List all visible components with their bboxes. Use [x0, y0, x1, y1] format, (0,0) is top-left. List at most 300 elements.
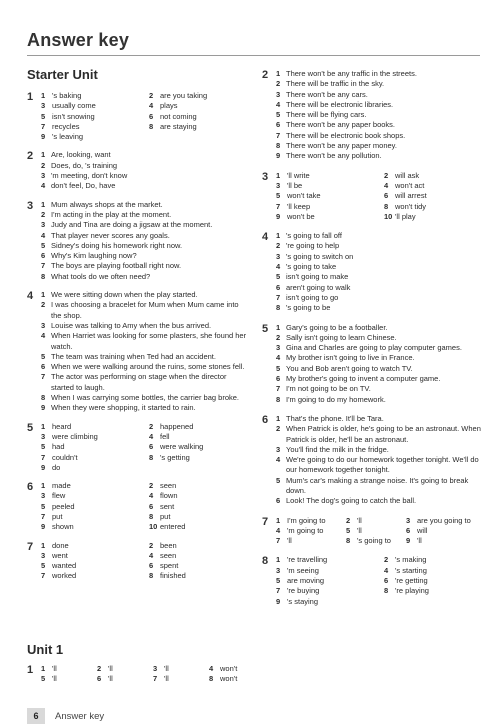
- answer-text: My brother isn't going to live in France.: [286, 353, 415, 363]
- exercise-answers: [276, 69, 484, 162]
- answer-number: 4: [149, 431, 154, 441]
- answer-text: usually come: [52, 101, 96, 111]
- answer-number: 2: [149, 421, 154, 431]
- answer-text: 'll be: [287, 180, 303, 190]
- answer-text: When they were shopping, it started to rain.: [51, 403, 196, 413]
- answer-item: [276, 555, 384, 565]
- exercise-number: 6: [262, 413, 269, 426]
- answer-line: [276, 79, 484, 89]
- answer-line: [41, 251, 247, 261]
- answer-number: 10: [149, 522, 158, 532]
- answer-number: 9: [276, 596, 281, 606]
- answer-text: isn't snowing: [52, 111, 95, 121]
- exercise-left-6: [27, 481, 247, 532]
- exercise-answer-grid: [41, 541, 247, 582]
- answer-line: [276, 120, 484, 130]
- answer-text: spent: [160, 561, 179, 571]
- exercise-right-4: [262, 231, 484, 313]
- answer-text: Mum's car's making a strange noise. It's going to break down.: [286, 475, 469, 495]
- answer-text: Look! The dog's going to catch the ball.: [286, 496, 417, 506]
- answer-item: [41, 481, 149, 491]
- answer-item: [149, 491, 219, 501]
- answer-item: [41, 91, 149, 101]
- answer-line: [276, 455, 484, 476]
- answer-line: [41, 171, 247, 181]
- answer-number: 2: [97, 664, 102, 673]
- answer-text: shown: [52, 522, 74, 532]
- answer-line: [41, 200, 247, 210]
- exercise-number: 6: [27, 481, 34, 494]
- exercise-left-4: [27, 290, 247, 414]
- answer-line: [41, 261, 247, 271]
- answer-line: [41, 161, 247, 171]
- answer-number: 5: [276, 475, 281, 485]
- answer-text: 'll write: [287, 170, 310, 180]
- answer-text: do: [52, 462, 61, 472]
- answer-line: [41, 220, 247, 230]
- exercise-answer-grid: [41, 664, 257, 685]
- exercise-answers: [276, 231, 484, 313]
- answer-item: [406, 526, 476, 536]
- page-number: 6: [27, 708, 45, 724]
- answer-text: Gary's going to be a footballer.: [286, 322, 388, 332]
- answer-number: 8: [41, 271, 46, 281]
- answer-item: [153, 674, 209, 684]
- answer-item: [41, 571, 149, 581]
- exercise-right-7: [262, 516, 484, 547]
- answer-line: [276, 343, 484, 353]
- answer-text: I'm not going to be on TV.: [286, 384, 371, 394]
- answer-number: 1: [276, 515, 281, 525]
- answer-item: [149, 453, 219, 463]
- answer-item: [149, 512, 219, 522]
- answer-item: [41, 541, 149, 551]
- answer-number: 3: [276, 251, 281, 261]
- answer-column: [41, 422, 149, 473]
- answer-line: [41, 241, 247, 251]
- answer-number: 2: [149, 540, 154, 550]
- answer-text: Judy and Tina are doing a jigsaw at the moment.: [51, 220, 213, 230]
- answer-text: That's the phone. It'll be Tara.: [286, 413, 384, 423]
- answer-column: [41, 91, 149, 142]
- answer-column: [41, 481, 149, 532]
- answer-item: [41, 512, 149, 522]
- answer-text: When Harriet was looking for some plasters, she found her watch.: [51, 331, 247, 351]
- answer-text: won't be: [287, 211, 315, 221]
- answer-column: [41, 664, 97, 685]
- answer-column: [209, 664, 254, 685]
- answer-item: [41, 442, 149, 452]
- answer-line: [41, 321, 247, 331]
- answer-number: 1: [41, 540, 46, 550]
- answer-text: were walking: [160, 442, 204, 452]
- answer-text: 's staying: [287, 596, 319, 606]
- answer-item: [276, 597, 384, 607]
- answer-text: seen: [160, 550, 177, 560]
- answer-number: 5: [276, 576, 281, 586]
- answer-text: 'll: [417, 536, 422, 546]
- section-title-starter-unit: Starter Unit: [27, 67, 98, 82]
- exercise-right-6: [262, 414, 484, 507]
- answer-item: [384, 191, 454, 201]
- answer-number: 6: [276, 120, 281, 130]
- answer-text: worked: [52, 571, 77, 581]
- answer-text: When I was carrying some bottles, the carrier bag broke.: [51, 393, 239, 403]
- title-divider: [27, 55, 480, 56]
- answer-item: [41, 122, 149, 132]
- answer-item: [406, 536, 476, 546]
- answer-number: 9: [41, 462, 46, 472]
- answer-number: 7: [41, 511, 46, 521]
- answer-line: [276, 69, 484, 79]
- answer-text: won't: [220, 664, 238, 673]
- answer-line: [276, 445, 484, 455]
- answer-text: Why's Kim laughing now?: [51, 251, 137, 261]
- answer-item: [209, 664, 254, 674]
- answer-number: 8: [149, 452, 154, 462]
- answer-item: [97, 674, 153, 684]
- answer-number: 8: [41, 393, 46, 403]
- answer-number: 1: [41, 421, 46, 431]
- answer-item: [149, 481, 219, 491]
- answer-number: 9: [41, 403, 46, 413]
- answer-number: 6: [384, 191, 389, 201]
- answer-number: 2: [41, 300, 46, 310]
- answer-number: 1: [276, 170, 281, 180]
- answer-column: [406, 516, 476, 547]
- answer-number: 1: [41, 199, 46, 209]
- answer-number: 5: [41, 501, 46, 511]
- answer-item: [149, 541, 219, 551]
- answer-text: 'll: [287, 536, 292, 546]
- answer-text: 's going to fall off: [286, 231, 342, 241]
- answer-text: There won't be any cars.: [286, 89, 368, 99]
- answer-text: will ask: [395, 170, 420, 180]
- answer-number: 5: [276, 272, 281, 282]
- answer-number: 3: [153, 664, 158, 673]
- answer-item: [149, 442, 219, 452]
- answer-item: [384, 586, 454, 596]
- answer-text: Are, looking, want: [51, 150, 111, 160]
- answer-line: [276, 384, 484, 394]
- answer-number: 2: [41, 209, 46, 219]
- answer-column: [384, 171, 454, 222]
- answer-line: [276, 374, 484, 384]
- answer-item: [276, 566, 384, 576]
- answer-text: 'll play: [395, 211, 416, 221]
- answer-number: 5: [346, 525, 351, 535]
- answer-item: [41, 101, 149, 111]
- answer-text: won't take: [287, 191, 321, 201]
- answer-text: are you going to: [417, 515, 471, 525]
- answer-number: 3: [41, 320, 46, 330]
- exercise-answer-grid: [41, 91, 247, 142]
- answer-line: [276, 262, 484, 272]
- answer-number: 4: [276, 525, 281, 535]
- answer-line: [41, 300, 247, 321]
- answer-number: 1: [276, 322, 281, 332]
- answer-number: 8: [384, 586, 389, 596]
- answer-item: [153, 664, 209, 674]
- answer-line: [41, 403, 247, 413]
- answer-number: 6: [97, 674, 102, 684]
- answer-line: [41, 372, 247, 393]
- exercise-number: 3: [27, 199, 34, 212]
- answer-text: peeled: [52, 501, 75, 511]
- answer-text: won't: [220, 674, 238, 684]
- answer-number: 1: [276, 413, 281, 423]
- answer-number: 2: [149, 91, 154, 100]
- answer-column: [97, 664, 153, 685]
- answer-text: 're getting: [395, 576, 428, 586]
- answer-line: [276, 414, 484, 424]
- answer-text: There won't be any paper money.: [286, 141, 397, 151]
- answer-text: There won't be any traffic in the streets.: [286, 69, 417, 78]
- exercise-answers: [276, 323, 484, 405]
- answer-text: isn't going to go: [286, 292, 339, 302]
- answer-line: [41, 231, 247, 241]
- answer-item: [149, 561, 219, 571]
- answer-item: [276, 212, 384, 222]
- answer-number: 4: [149, 550, 154, 560]
- exercise-left-5: [27, 422, 247, 473]
- answer-number: 8: [276, 303, 281, 313]
- answer-number: 6: [149, 561, 154, 571]
- exercise-answer-grid: [276, 516, 484, 547]
- exercise-left-7: [27, 541, 247, 582]
- answer-number: 3: [41, 220, 46, 230]
- answer-text: 're travelling: [287, 555, 328, 565]
- page-title: Answer key: [27, 30, 130, 50]
- answer-column: [41, 541, 149, 582]
- exercise-number: 7: [27, 540, 34, 553]
- answer-number: 5: [276, 110, 281, 120]
- exercise-number: 3: [262, 170, 269, 183]
- answer-line: [276, 283, 484, 293]
- answer-text: plays: [160, 101, 178, 111]
- answer-text: When Patrick is older, he's going to be an astronaut. When Patrick is older, he'll be an astronaut.: [286, 424, 481, 444]
- answer-item: [384, 202, 454, 212]
- answer-line: [276, 395, 484, 405]
- exercise-answer-grid: [41, 422, 247, 473]
- answer-number: 8: [384, 201, 389, 211]
- answer-number: 2: [384, 555, 389, 565]
- answer-text: couldn't: [52, 452, 78, 462]
- answer-item: [149, 112, 219, 122]
- answer-item: [149, 91, 219, 101]
- answer-text: 'll keep: [287, 201, 311, 211]
- answer-number: 2: [149, 481, 154, 491]
- answer-number: 5: [41, 442, 46, 452]
- answer-text: put: [52, 511, 63, 521]
- exercise-number: 2: [262, 69, 269, 81]
- exercise-number: 1: [27, 91, 34, 103]
- answer-item: [41, 491, 149, 501]
- answer-number: 8: [346, 536, 351, 546]
- answer-text: 'll: [164, 674, 169, 684]
- answer-text: 's getting: [160, 452, 190, 462]
- answer-text: I'm going to do my homework.: [286, 394, 386, 404]
- exercise-left-3: [27, 200, 247, 282]
- answer-item: [276, 576, 384, 586]
- answer-number: 1: [276, 69, 281, 78]
- answer-number: 3: [406, 515, 411, 525]
- answer-number: 9: [41, 132, 46, 142]
- answer-number: 6: [41, 362, 46, 372]
- answer-text: 's leaving: [52, 132, 84, 142]
- answer-number: 4: [149, 101, 154, 111]
- answer-line: [41, 210, 247, 220]
- answer-text: went: [52, 550, 68, 560]
- answer-text: put: [160, 511, 171, 521]
- answer-number: 6: [149, 111, 154, 121]
- answer-number: 6: [384, 576, 389, 586]
- answer-number: 4: [276, 353, 281, 363]
- left-column: [27, 91, 247, 582]
- answer-number: 6: [276, 496, 281, 506]
- answer-line: [41, 352, 247, 362]
- exercise-answers: [41, 200, 247, 282]
- answer-item: [406, 516, 476, 526]
- answer-item: [384, 181, 454, 191]
- answer-column: [153, 664, 209, 685]
- answer-number: 2: [276, 79, 281, 89]
- answer-text: done: [52, 540, 69, 550]
- answer-item: [149, 571, 219, 581]
- answer-number: 7: [276, 201, 281, 211]
- answer-item: [276, 586, 384, 596]
- answer-number: 10: [384, 211, 393, 221]
- answer-number: 5: [41, 240, 46, 250]
- answer-text: My brother's going to invent a computer game.: [286, 374, 441, 384]
- answer-text: That player never scores any goals.: [51, 230, 170, 240]
- answer-column: [149, 422, 219, 473]
- answer-line: [276, 364, 484, 374]
- answer-number: 9: [41, 522, 46, 532]
- answer-number: 8: [276, 394, 281, 404]
- answer-line: [276, 476, 484, 497]
- answer-item: [41, 432, 149, 442]
- answer-number: 2: [41, 160, 46, 170]
- answer-text: are moving: [287, 576, 325, 586]
- answer-line: [276, 323, 484, 333]
- answer-number: 4: [276, 455, 281, 465]
- answer-item: [41, 463, 149, 473]
- answer-text: Sidney's doing his homework right now.: [51, 240, 183, 250]
- answer-number: 5: [41, 111, 46, 121]
- answer-text: 'll: [52, 674, 57, 684]
- answer-line: [276, 272, 484, 282]
- answer-line: [41, 272, 247, 282]
- answer-text: 'm going to: [287, 525, 324, 535]
- exercise-right-3: [262, 171, 484, 222]
- answer-text: 'm seeing: [287, 565, 319, 575]
- answer-number: 8: [149, 511, 154, 521]
- answer-item: [276, 191, 384, 201]
- answer-text: Sally isn't going to learn Chinese.: [286, 332, 397, 342]
- answer-line: [276, 303, 484, 313]
- answer-line: [41, 362, 247, 372]
- answer-item: [41, 132, 149, 142]
- answer-text: The boys are playing football right now.: [51, 261, 182, 271]
- answer-item: [346, 526, 406, 536]
- answer-text: are staying: [160, 121, 197, 131]
- exercise-left-1: [27, 91, 247, 142]
- answer-item: [149, 551, 219, 561]
- answer-text: had: [52, 442, 65, 452]
- answer-number: 6: [406, 525, 411, 535]
- answer-text: There won't be any pollution.: [286, 151, 382, 161]
- answer-text: The team was training when Ted had an accident.: [51, 351, 216, 361]
- answer-text: 's baking: [52, 91, 82, 100]
- answer-item: [41, 422, 149, 432]
- answer-line: [276, 90, 484, 100]
- answer-text: happened: [160, 421, 194, 431]
- answer-text: sent: [160, 501, 175, 511]
- answer-text: 'll: [108, 674, 113, 684]
- answer-text: When we were walking around the ruins, some stones fell.: [51, 362, 245, 372]
- answer-item: [149, 522, 219, 532]
- answer-text: won't act: [395, 180, 425, 190]
- answer-line: [276, 141, 484, 151]
- answer-number: 8: [276, 141, 281, 151]
- answer-text: You'll find the milk in the fridge.: [286, 444, 389, 454]
- answer-item: [276, 536, 346, 546]
- answer-number: 7: [276, 536, 281, 546]
- answer-text: 'm meeting, don't know: [51, 171, 128, 181]
- answer-number: 1: [276, 231, 281, 241]
- answer-line: [41, 150, 247, 160]
- answer-number: 4: [384, 565, 389, 575]
- answer-item: [276, 181, 384, 191]
- answer-number: 3: [41, 550, 46, 560]
- answer-text: What tools do we often need?: [51, 271, 151, 281]
- exercise-right-2: [262, 69, 484, 162]
- answer-text: aren't going to walk: [286, 282, 351, 292]
- answer-text: will arrest: [395, 191, 427, 201]
- answer-text: The actor was performing on stage when the director started to laugh.: [51, 372, 227, 392]
- answer-text: There will be electronic book shops.: [286, 130, 406, 140]
- answer-text: will: [417, 525, 428, 535]
- answer-line: [41, 181, 247, 191]
- exercise-right-5: [262, 323, 484, 405]
- answer-line: [41, 331, 247, 352]
- answer-number: 2: [276, 332, 281, 342]
- page-footer: [27, 708, 104, 724]
- answer-number: 3: [41, 491, 46, 501]
- answer-item: [384, 171, 454, 181]
- answer-number: 4: [149, 491, 154, 501]
- answer-text: made: [52, 481, 71, 491]
- answer-text: flew: [52, 491, 66, 501]
- answer-text: 's starting: [395, 565, 427, 575]
- answer-text: I'm going to: [287, 515, 326, 525]
- answer-item: [149, 502, 219, 512]
- answer-number: 9: [276, 151, 281, 161]
- answer-text: Louise was talking to Amy when the bus arrived.: [51, 320, 212, 330]
- answer-text: don't feel, Do, have: [51, 181, 116, 191]
- exercise-left-2: [27, 150, 247, 191]
- answer-number: 6: [276, 374, 281, 384]
- answer-item: [41, 674, 97, 684]
- answer-line: [276, 424, 484, 445]
- answer-line: [276, 241, 484, 251]
- answer-number: 2: [276, 241, 281, 251]
- answer-text: 's going to switch on: [286, 251, 354, 261]
- answer-text: finished: [160, 571, 186, 581]
- answer-item: [41, 551, 149, 561]
- answer-number: 6: [276, 282, 281, 292]
